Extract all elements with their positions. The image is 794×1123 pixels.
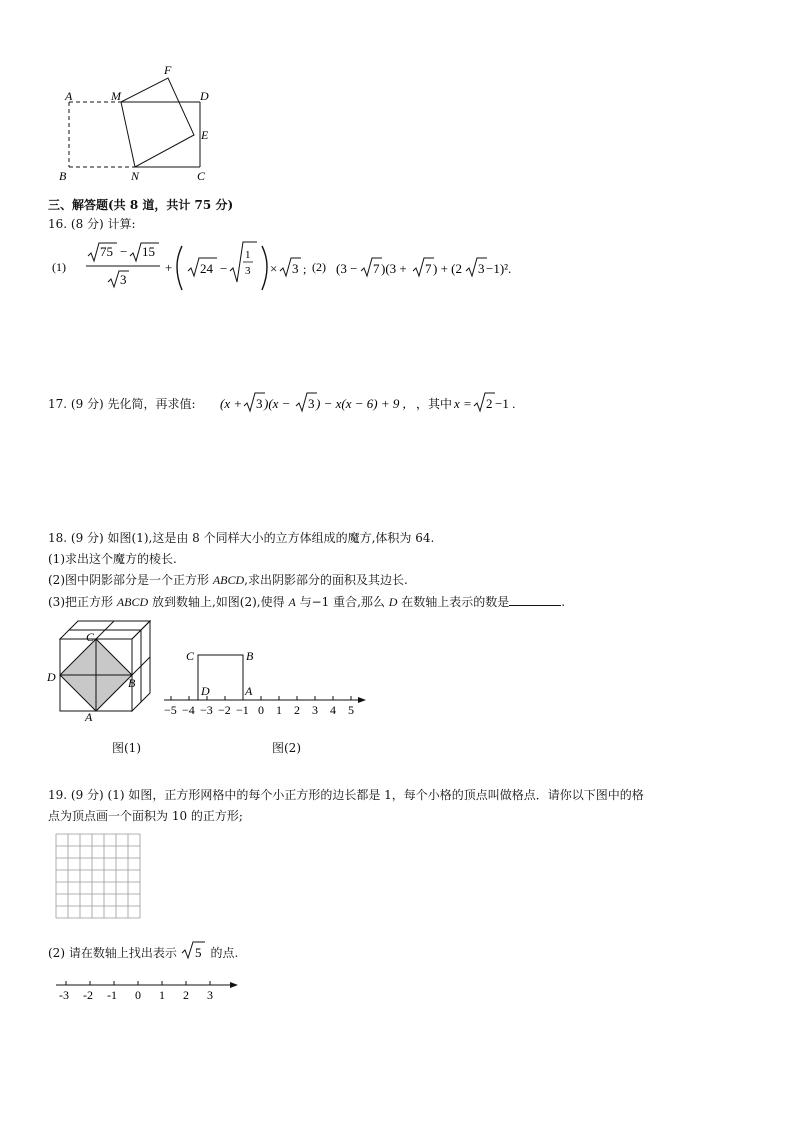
- axis-tick-label: 1: [159, 988, 165, 1002]
- point-a: A: [288, 595, 296, 609]
- axis-tick-label: 3: [207, 988, 213, 1002]
- axis-tick-label: -2: [83, 988, 93, 1002]
- text: (2) 请在数轴上找出表示: [48, 946, 177, 960]
- radicand-7: 7: [373, 261, 380, 276]
- fraction-numerator: 1: [245, 249, 251, 261]
- axis-tick-label: 1: [276, 703, 282, 717]
- axis-tick-label: 0: [258, 703, 264, 717]
- radicand-2: 2: [486, 396, 493, 411]
- axis-arrow: [230, 982, 238, 988]
- section-title: 三、解答题(共 8 道，共计 75 分): [48, 198, 234, 212]
- q19-line2: 点为顶点画一个面积为 10 的正方形;: [48, 809, 243, 823]
- square-name: ABCD: [116, 595, 149, 609]
- text: 在数轴上表示的数是: [397, 595, 510, 609]
- label-c: C: [186, 649, 195, 663]
- q18-line3: [48, 572, 408, 588]
- number-line-square-figure: [160, 640, 375, 720]
- paren-3-plus: )(3 +: [381, 261, 407, 276]
- where-label: ，其中: [416, 397, 453, 411]
- text: (3)把正方形: [48, 595, 117, 609]
- magic-cube-figure: [42, 615, 162, 725]
- radicand-75: 75: [100, 244, 113, 259]
- axis-tick-label: -3: [59, 988, 69, 1002]
- label-b: B: [59, 169, 67, 183]
- text: (2)图中阴影部分是一个正方形: [48, 573, 213, 587]
- paren-3-minus: (3 −: [336, 261, 358, 276]
- answer-blank[interactable]: [509, 593, 561, 606]
- text: 放到数轴上,如图(2),使得: [148, 595, 289, 609]
- radicand-3: 3: [120, 272, 127, 287]
- radicand-3: 3: [292, 261, 299, 276]
- label-b: B: [128, 676, 136, 690]
- fold-rectangle-figure: [55, 60, 225, 185]
- label-a: A: [65, 89, 73, 103]
- axis-tick-label: 4: [330, 703, 336, 717]
- axis-ticks: [59, 981, 213, 1002]
- sqrt-5: [181, 941, 207, 961]
- label-a: A: [245, 684, 253, 698]
- label-d: D: [201, 684, 210, 698]
- folded-shape-mfen: [121, 78, 194, 167]
- fig2-caption: 图(2): [272, 741, 301, 755]
- axis-tick-label: −2: [218, 703, 231, 717]
- q17-stem: 17. (9 分) 先化简，再求值:: [48, 397, 196, 411]
- axis-tick-label: 5: [348, 703, 354, 717]
- q19-part2: [48, 941, 238, 961]
- radicand-24: 24: [200, 261, 213, 276]
- q16-stem: 16. (8 分) 计算:: [48, 217, 136, 231]
- text: 与−1 重合,那么: [295, 595, 389, 609]
- axis-tick-label: -1: [107, 988, 117, 1002]
- label-f: F: [164, 63, 172, 77]
- label-d: D: [47, 670, 56, 684]
- label-b: B: [246, 649, 254, 663]
- paren-plus-2: ) + (2: [433, 261, 462, 276]
- text: ,求出阴影部分的面积及其边长.: [244, 573, 408, 587]
- axis-arrow: [358, 697, 366, 703]
- label-n: N: [131, 169, 140, 183]
- q18-line1: 18. (9 分) 如图(1),这是由 8 个同样大小的立方体组成的魔方,体积为 64.: [48, 531, 435, 545]
- grid-lines: [56, 834, 140, 918]
- radicand-3: 3: [478, 261, 485, 276]
- expr-part: ) − x(x − 6) + 9 ,: [316, 396, 406, 411]
- axis-tick-label: −5: [164, 703, 177, 717]
- expr-part: −1 .: [495, 396, 516, 411]
- point-d: D: [388, 595, 398, 609]
- label-d: D: [200, 89, 209, 103]
- q16-expression: [48, 238, 518, 294]
- axis-tick-label: 2: [294, 703, 300, 717]
- plus-sign: +: [165, 260, 173, 275]
- fraction-denominator: 3: [245, 265, 251, 277]
- label-a: A: [85, 710, 93, 724]
- radicand-5: 5: [194, 945, 202, 960]
- minus-one-squared: −1)².: [486, 261, 512, 276]
- axis-tick-label: −1: [236, 703, 249, 717]
- label-c: C: [86, 630, 95, 644]
- text: 的点.: [210, 946, 239, 960]
- q17-expression: [216, 390, 516, 416]
- radicand-3: 3: [308, 396, 315, 411]
- semicolon: ;: [303, 262, 307, 276]
- axis-ticks: [164, 696, 354, 717]
- q16-part2-label: (2): [312, 260, 326, 274]
- q18-line4: [48, 593, 565, 610]
- square-name: ABCD: [212, 573, 245, 587]
- axis-tick-label: −3: [200, 703, 213, 717]
- right-paren: [262, 246, 267, 290]
- label-c: C: [197, 169, 206, 183]
- number-line-q19[interactable]: [52, 975, 247, 1009]
- radicand-15: 15: [142, 244, 155, 259]
- radicand-3: 3: [256, 396, 263, 411]
- axis-tick-label: −4: [182, 703, 195, 717]
- fig1-caption: 图(1): [112, 741, 141, 755]
- expr-part: (x +: [220, 396, 243, 411]
- label-m: M: [111, 89, 121, 103]
- minus-sign: −: [120, 244, 128, 259]
- expr-part: x =: [454, 396, 472, 411]
- times-sign: ×: [270, 261, 278, 276]
- q16-part1-label: (1): [52, 260, 66, 274]
- axis-tick-label: 3: [312, 703, 318, 717]
- radicand-7: 7: [425, 261, 432, 276]
- q18-line2: (1)求出这个魔方的棱长.: [48, 552, 177, 566]
- sqrt-sign: [182, 942, 205, 958]
- label-e: E: [201, 128, 209, 142]
- square-grid[interactable]: [54, 832, 144, 922]
- q19-line1: 19. (9 分) (1) 如图，正方形网格中的每个小正方形的边长都是 1，每个小格的顶点叫做格点．请你以下图中的格: [48, 788, 644, 802]
- left-paren: [177, 246, 182, 290]
- axis-tick-label: 2: [183, 988, 189, 1002]
- text: .: [561, 595, 566, 609]
- axis-tick-label: 0: [135, 988, 141, 1002]
- minus-sign: −: [220, 261, 228, 276]
- expr-part: )(x −: [264, 396, 291, 411]
